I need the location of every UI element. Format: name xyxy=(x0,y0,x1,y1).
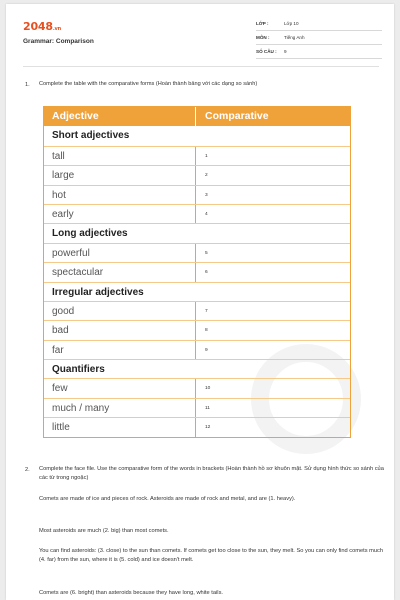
adjective-cell: powerful xyxy=(44,244,196,262)
adjective-cell: large xyxy=(44,166,196,184)
table-row xyxy=(44,262,350,281)
logo-main: 2048 xyxy=(23,20,53,33)
category-label: Quantifiers xyxy=(52,364,105,376)
adjective-cell: hot xyxy=(44,186,196,204)
logo-suffix: .vn xyxy=(52,26,61,32)
comparative-answer-cell[interactable]: 7 xyxy=(205,308,208,314)
category-label: Irregular adjectives xyxy=(52,286,144,298)
table-row xyxy=(44,185,350,204)
header-comparative: Comparative xyxy=(205,110,269,122)
table-category-row xyxy=(44,223,350,242)
table-row xyxy=(44,165,350,184)
header-divider xyxy=(23,66,379,67)
table-row xyxy=(44,204,350,223)
comparative-answer-cell[interactable]: 8 xyxy=(205,328,208,334)
info-question-count-label: SỐ CÂU : xyxy=(256,49,277,54)
comparative-answer-cell[interactable]: 2 xyxy=(205,173,208,179)
page-title: Grammar: Comparison xyxy=(23,38,94,45)
table-row xyxy=(44,146,350,165)
question-2-paragraph: Comets are (6. bright) than asteroids because they have long, white tails. xyxy=(39,590,223,596)
table-row xyxy=(44,340,350,359)
table-row xyxy=(44,398,350,417)
comparative-table xyxy=(43,106,351,438)
info-class-value: Lớp 10 xyxy=(284,21,299,26)
site-logo[interactable] xyxy=(23,20,61,33)
info-question-count-value: 9 xyxy=(284,49,287,54)
question-2-number: 2. xyxy=(25,467,30,473)
worksheet-page xyxy=(6,4,394,600)
table-category-row xyxy=(44,359,350,378)
info-subject-value: Tiếng Anh xyxy=(284,35,305,40)
adjective-cell: tall xyxy=(44,147,196,165)
comparative-answer-cell[interactable]: 10 xyxy=(205,386,211,392)
comparative-answer-cell[interactable]: 6 xyxy=(205,270,208,276)
adjective-cell: little xyxy=(44,418,196,436)
question-2-intro: Complete the face file. Use the comparative form of the words in brackets (Hoàn thành hồ sơ khuôn mặt. Sử dụng hình thức so sánh của các từ trong ngoặc) xyxy=(39,466,384,482)
comparative-answer-cell[interactable]: 11 xyxy=(205,405,210,411)
info-subject-label: MÔN : xyxy=(256,35,270,40)
adjective-cell: spectacular xyxy=(44,263,196,281)
info-subject xyxy=(256,32,382,45)
table-body xyxy=(44,126,350,436)
comparative-answer-cell[interactable]: 4 xyxy=(205,211,208,217)
info-class xyxy=(256,18,382,31)
comparative-answer-cell[interactable]: 12 xyxy=(205,425,211,431)
table-row xyxy=(44,301,350,320)
info-question-count xyxy=(256,46,382,59)
table-row xyxy=(44,417,350,436)
question-1-text: Complete the table with the comparative forms (Hoàn thành bảng với các dạng so sánh) xyxy=(39,81,258,87)
adjective-cell: much / many xyxy=(44,399,196,417)
adjective-cell: early xyxy=(44,205,196,223)
table-category-row xyxy=(44,126,350,145)
table-header-row xyxy=(44,107,350,126)
table-row xyxy=(44,243,350,262)
adjective-cell: good xyxy=(44,302,196,320)
info-class-label: LỚP : xyxy=(256,21,269,26)
header-adjective: Adjective xyxy=(44,107,196,126)
table-row xyxy=(44,378,350,397)
comparative-answer-cell[interactable]: 1 xyxy=(205,153,208,159)
adjective-cell: far xyxy=(44,341,196,359)
adjective-cell: few xyxy=(44,379,196,397)
category-label: Short adjectives xyxy=(52,130,130,142)
comparative-answer-cell[interactable]: 3 xyxy=(205,192,208,198)
comparative-answer-cell[interactable]: 5 xyxy=(205,250,208,256)
category-label: Long adjectives xyxy=(52,228,128,240)
table-row xyxy=(44,320,350,339)
table-category-row xyxy=(44,282,350,301)
question-1-number: 1. xyxy=(25,82,30,88)
question-2-paragraph: You can find asteroids: (3. close) to the sun than comets. If comets get too close to the sun, they melt. So you can only find comets much (4. far) from the sun, where it is (5. cold) and ice doesn't melt. xyxy=(39,548,384,564)
question-2-paragraph: Comets are made of ice and pieces of rock. Asteroids are made of rock and metal, and are (1. heavy). xyxy=(39,496,296,502)
comparative-answer-cell[interactable]: 9 xyxy=(205,347,208,353)
adjective-cell: bad xyxy=(44,321,196,339)
question-2-paragraph: Most asteroids are much (2. big) than most comets. xyxy=(39,528,169,534)
